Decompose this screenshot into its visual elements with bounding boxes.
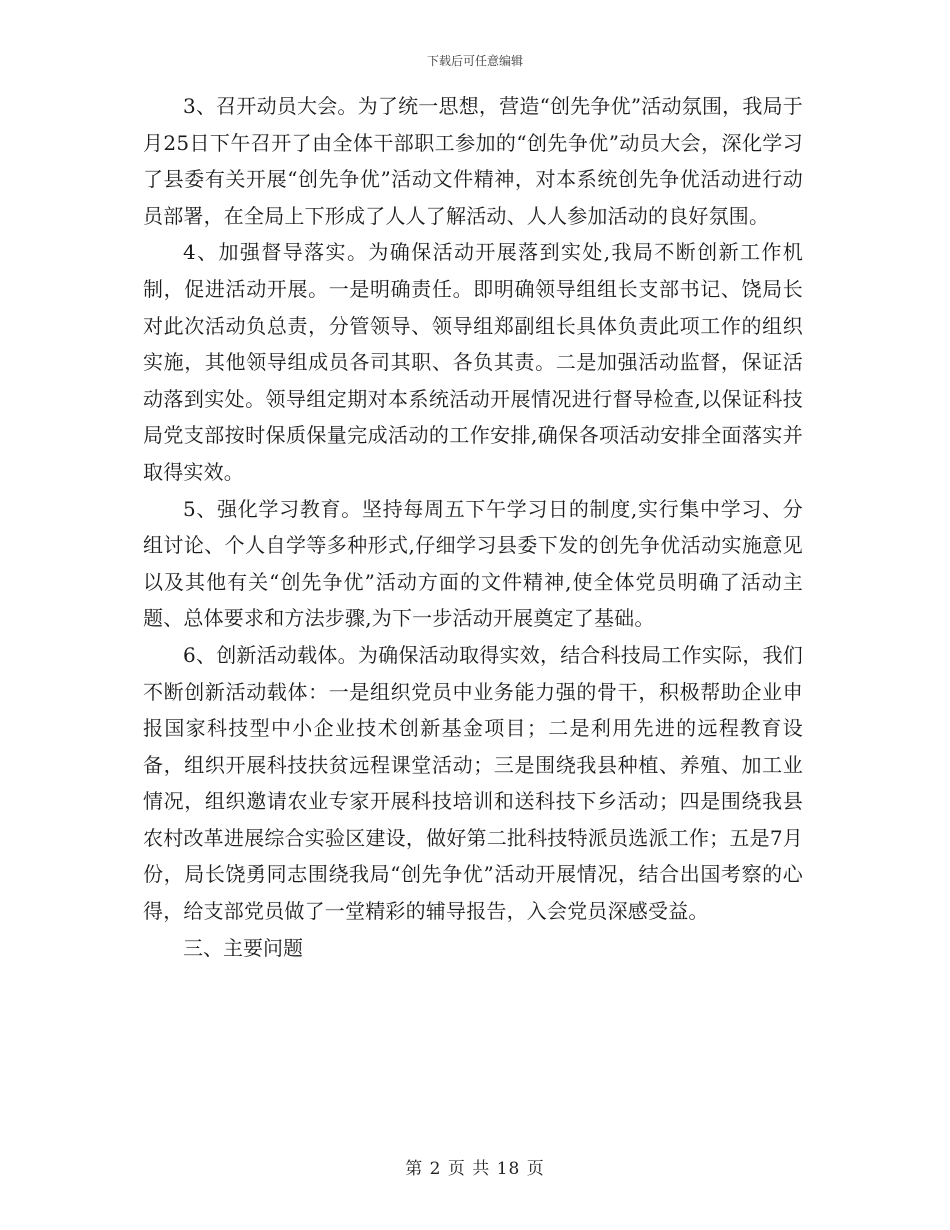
page-number-footer: 第 2 页 共 18 页 — [405, 1159, 545, 1179]
page-header: 下载后可任意编辑 — [426, 54, 523, 68]
paragraph-activity-innovation: 6、创新活动载体。为确保活动取得实效，结合科技局工作实际，我们不断创新活动载体：一是组织党员中业务能力强的骨干，积极帮助企业申报国家科技型中小企业技术创新基金项目；二是利用先进的远程教育设备，组织开展科技扶贫远程课堂活动；三是围绕我县种植、养殖、加工业情况，组织邀请农业专家开展科技培训和送科技下乡活动；四是围绕我县农村改革进展综合实验区建设，做好第二批科技特派员选派工作；五是7月份，局长饶勇同志围绕我局“创先争优”活动开展情况，结合出国考察的心得，给支部党员做了一堂精彩的辅导报告，入会党员深感受益。 — [143, 642, 803, 924]
paragraph-study-education: 5、强化学习教育。坚持每周五下午学习日的制度,实行集中学习、分组讨论、个人自学等多种形式,仔细学习县委下发的创先争优活动实施意见以及其他有关“创先争优”活动方面的文件精神,使全体党员明确了活动主题、总体要求和方法步骤,为下一步活动开展奠定了基础。 — [143, 496, 803, 631]
paragraph-supervision: 4、加强督导落实。为确保活动开展落到实处,我局不断创新工作机制，促进活动开展。一是明确责任。即明确领导组组长支部书记、饶局长对此次活动负总责，分管领导、领导组郑副组长具体负责此项工作的组织实施，其他领导组成员各司其职、各负其责。二是加强活动监督，保证活动落到实处。领导组定期对本系统活动开展情况进行督导检查,以保证科技局党支部按时保质保量完成活动的工作安排,确保各项活动安排全面落实并取得实效。 — [143, 240, 803, 484]
document-body — [143, 88, 803, 966]
section-heading-main-problems: 三、主要问题 — [183, 935, 303, 960]
paragraph-mobilization-meeting: 3、召开动员大会。为了统一思想，营造“创先争优”活动氛围，我局于月25日下午召开了由全体干部职工参加的“创先争优”动员大会，深化学习了县委有关开展“创先争优”活动文件精神，对本系统创先争优活动进行动员部署，在全局上下形成了人人了解活动、人人参加活动的良好氛围。 — [143, 94, 803, 228]
